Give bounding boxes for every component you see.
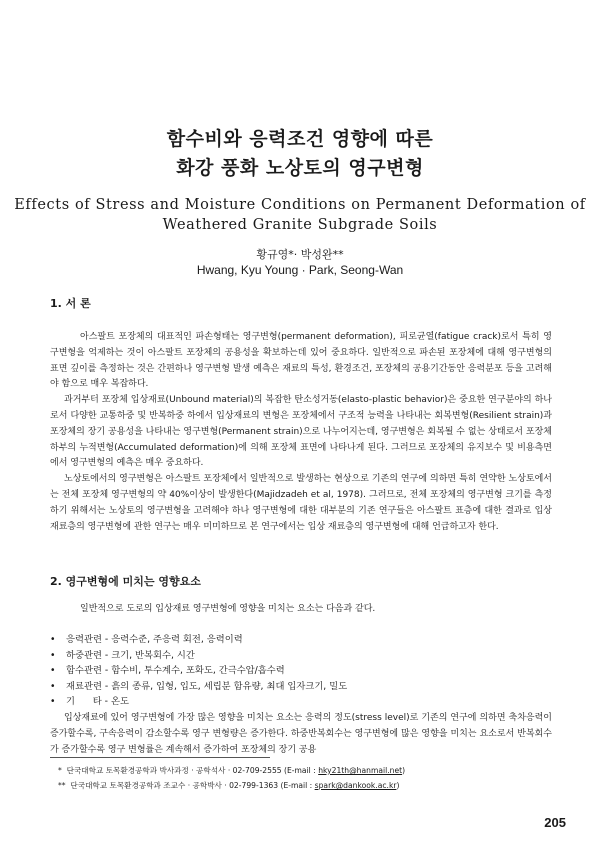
section-1-paragraph-1: 아스팔트 포장체의 대표적인 파손형태는 영구변형(permanent deformation), 피로균열(fatigue crack)로서 특히 영구변형을 억제하는 것이 아스팔트 포장체의 공용성을 확보하는데 있어 중요하다. 일반적으로 파손된 포장체에 대해 영구변형의 표면 깊이를 측정하는 것은 간편하나 영구변형 발생 예측은 재료의 특성, 환경조건, 포장체의 공용기간동안 응력분포 등을 고려해야 함으로 매우 복잡하다.	[50, 332, 552, 390]
list-item: • 응력관련 - 응력수준, 주응력 회전, 응력이력	[50, 632, 530, 648]
author-1-email-link[interactable]: hky21th@hanmail.net	[318, 766, 403, 775]
bullet-icon: •	[50, 649, 56, 661]
section-1-body	[50, 330, 552, 535]
footnote-author-2: ** 단국대학교 토목환경공학과 조교수 · 공학박사 · 02-799-1363 (E-mail : spark@dankook.ac.kr)	[58, 781, 400, 790]
list-item: • 재료관련 - 흙의 종류, 입형, 입도, 세립분 함유량, 최대 입자크기, 밀도	[50, 679, 530, 695]
author-2-email-link[interactable]: spark@dankook.ac.kr	[314, 781, 397, 790]
authors-english: Hwang, Kyu Young · Park, Seong-Wan	[196, 263, 404, 277]
section-1-paragraph-2: 과거부터 포장체 입상재료(Unbound material)의 복잡한 탄소성거동(elasto-plastic behavior)은 중요한 연구분야의 하나로서 다양한 교통하중 및 반복하중 하에서 입상재료의 변형은 포장체에서 구조적 능력을 나타내는 회복변형(Resilient strain)과 포장체의 장기 공용성을 나타내는 영구변형(Permanent strain)으로 나누어지는데, 영구변형은 회복될 수 없는 상태로서 포장체 하부의 누적변형(Accumulated deformation)에 의해 포장체 표면에 나타나게 된다. 그러므로 포장체의 유지보수 및 비용측면에서 영구변형의 예측은 매우 중요하다.	[50, 395, 552, 469]
influence-factor-list	[50, 632, 530, 710]
section-1-heading: 1. 서 론	[50, 297, 91, 310]
title-korean-line-2: 화강 풍화 노상토의 영구변형	[176, 157, 424, 179]
bullet-icon: •	[50, 665, 56, 677]
list-item: • 기 타 - 온도	[50, 694, 530, 710]
authors-korean: 황규영*· 박성완**	[256, 248, 344, 261]
bullet-icon: •	[50, 696, 56, 708]
section-2-closing-block	[50, 711, 552, 758]
title-english-line-1: Effects of Stress and Moisture Conditions on Permanent Deformation of	[14, 197, 586, 213]
section-2-intro: 일반적으로 도로의 입상재료 영구변형에 영향을 미치는 요소는 다음과 같다.	[80, 604, 376, 614]
section-2-heading: 2. 영구변형에 미치는 영향요소	[50, 575, 201, 588]
footnote-divider	[50, 757, 270, 758]
title-english-line-2: Weathered Granite Subgrade Soils	[162, 217, 438, 233]
section-2-intro-block	[50, 602, 552, 618]
section-2-closing-paragraph: 입상재료에 있어 영구변형에 가장 많은 영향을 미치는 요소는 응력의 정도(stress level)로 기존의 연구에 의하면 축차응력이 증가할수록, 구속응력이 감소할수록 영구 변형량은 증가한다. 하중반복회수는 영구변형에 많은 영향을 미치는 요소로서 반복회수가 증가할수록 영구 변형률은 계속해서 증가하여 포장체의 장기 공용	[50, 713, 552, 755]
footnote-author-1: * 단국대학교 토목환경공학과 박사과정 · 공학석사 · 02-709-2555 (E-mail : hky21th@hanmail.net)	[58, 766, 406, 775]
title-korean-line-1: 함수비와 응력조건 영향에 따른	[166, 128, 434, 150]
page-number: 205	[544, 815, 566, 830]
bullet-icon: •	[50, 634, 56, 645]
list-item: • 하중관련 - 크기, 반복회수, 시간	[50, 648, 530, 664]
list-item: • 함수관련 - 함수비, 투수계수, 포화도, 간극수압/흡수력	[50, 663, 530, 679]
section-1-paragraph-3: 노상토에서의 영구변형은 아스팔트 포장체에서 일반적으로 발생하는 현상으로 기존의 연구에 의하면 특히 연약한 노상토에서는 전체 포장체 영구변형의 약 40%이상이 발생한다(Majidzadeh et al, 1978). 그러므로, 전체 포장체의 영구변형 크기를 측정하기 위해서는 노상토의 영구변형을 고려해야 하나 영구변형에 대한 대부분의 기존 연구들은 아스팔트 표층에 대한 결과로 입상재료층의 영구변형에 관한 연구는 매우 미미하므로 본 연구에서는 입상 재료층의 영구변형에 대해 언급하고자 한다.	[50, 474, 552, 532]
bullet-icon: •	[50, 680, 56, 692]
